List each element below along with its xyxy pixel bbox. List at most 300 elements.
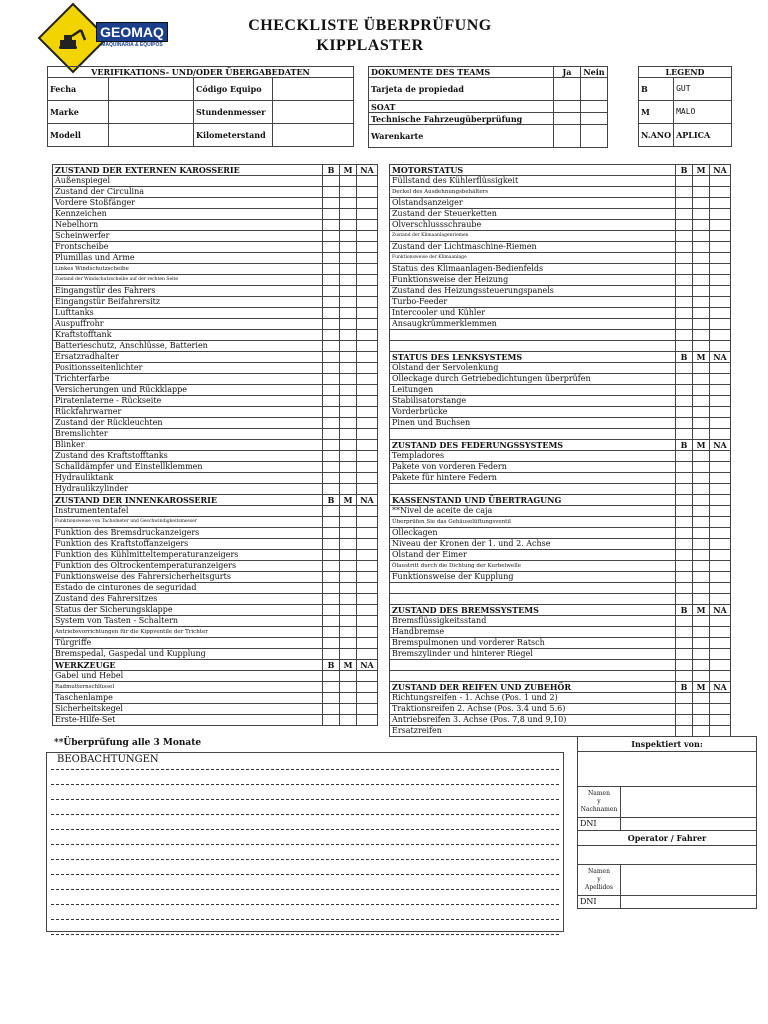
check-nein[interactable]	[581, 125, 608, 148]
check-b[interactable]	[676, 385, 693, 396]
check-na[interactable]	[357, 319, 378, 330]
check-b[interactable]	[323, 594, 340, 605]
check-m[interactable]	[693, 627, 710, 638]
check-b[interactable]	[323, 638, 340, 649]
check-b[interactable]	[676, 715, 693, 726]
check-m[interactable]	[693, 363, 710, 374]
check-m[interactable]	[340, 253, 357, 264]
input-modell[interactable]	[109, 124, 194, 147]
observation-line[interactable]	[51, 875, 559, 890]
check-b[interactable]	[323, 506, 340, 517]
check-nein[interactable]	[581, 101, 608, 113]
check-m[interactable]	[340, 671, 357, 682]
check-na[interactable]	[710, 594, 731, 605]
check-na[interactable]	[710, 330, 731, 341]
check-m[interactable]	[340, 187, 357, 198]
check-nein[interactable]	[581, 113, 608, 125]
check-b[interactable]	[676, 308, 693, 319]
check-na[interactable]	[710, 264, 731, 275]
check-na[interactable]	[710, 198, 731, 209]
check-b[interactable]	[323, 715, 340, 726]
check-na[interactable]	[710, 506, 731, 517]
check-na[interactable]	[710, 616, 731, 627]
check-b[interactable]	[676, 429, 693, 440]
check-m[interactable]	[340, 704, 357, 715]
check-m[interactable]	[340, 374, 357, 385]
check-na[interactable]	[710, 539, 731, 550]
check-na[interactable]	[710, 297, 731, 308]
check-na[interactable]	[710, 572, 731, 583]
check-b[interactable]	[323, 374, 340, 385]
check-na[interactable]	[357, 176, 378, 187]
check-m[interactable]	[693, 286, 710, 297]
check-m[interactable]	[693, 264, 710, 275]
check-b[interactable]	[676, 506, 693, 517]
check-b[interactable]	[323, 682, 340, 693]
check-b[interactable]	[323, 704, 340, 715]
check-m[interactable]	[340, 198, 357, 209]
check-m[interactable]	[340, 715, 357, 726]
check-m[interactable]	[340, 231, 357, 242]
observation-line[interactable]	[51, 785, 559, 800]
check-b[interactable]	[323, 275, 340, 286]
check-na[interactable]	[710, 704, 731, 715]
check-b[interactable]	[676, 297, 693, 308]
check-na[interactable]	[710, 319, 731, 330]
check-m[interactable]	[340, 550, 357, 561]
check-b[interactable]	[323, 583, 340, 594]
check-na[interactable]	[357, 528, 378, 539]
check-na[interactable]	[710, 561, 731, 572]
check-b[interactable]	[676, 484, 693, 495]
observation-line[interactable]	[51, 845, 559, 860]
check-m[interactable]	[340, 286, 357, 297]
check-na[interactable]	[710, 231, 731, 242]
check-b[interactable]	[676, 363, 693, 374]
check-m[interactable]	[340, 649, 357, 660]
check-m[interactable]	[340, 341, 357, 352]
check-m[interactable]	[693, 671, 710, 682]
check-na[interactable]	[357, 693, 378, 704]
check-m[interactable]	[340, 308, 357, 319]
check-m[interactable]	[693, 561, 710, 572]
check-b[interactable]	[676, 319, 693, 330]
check-m[interactable]	[693, 660, 710, 671]
check-na[interactable]	[710, 462, 731, 473]
check-na[interactable]	[357, 517, 378, 528]
check-na[interactable]	[710, 627, 731, 638]
check-b[interactable]	[676, 374, 693, 385]
check-m[interactable]	[340, 451, 357, 462]
check-m[interactable]	[340, 462, 357, 473]
check-m[interactable]	[693, 231, 710, 242]
check-na[interactable]	[710, 660, 731, 671]
check-b[interactable]	[676, 660, 693, 671]
check-m[interactable]	[693, 462, 710, 473]
check-b[interactable]	[676, 561, 693, 572]
check-m[interactable]	[693, 330, 710, 341]
check-na[interactable]	[710, 242, 731, 253]
check-b[interactable]	[323, 396, 340, 407]
operator-dni-input[interactable]	[621, 896, 757, 909]
check-b[interactable]	[323, 462, 340, 473]
check-m[interactable]	[693, 484, 710, 495]
check-b[interactable]	[323, 528, 340, 539]
check-m[interactable]	[340, 561, 357, 572]
check-b[interactable]	[323, 341, 340, 352]
check-ja[interactable]	[554, 125, 581, 148]
check-na[interactable]	[710, 374, 731, 385]
check-b[interactable]	[676, 198, 693, 209]
check-na[interactable]	[357, 649, 378, 660]
check-m[interactable]	[693, 528, 710, 539]
check-b[interactable]	[323, 253, 340, 264]
check-na[interactable]	[357, 451, 378, 462]
check-b[interactable]	[676, 187, 693, 198]
check-nein[interactable]	[581, 78, 608, 101]
check-m[interactable]	[340, 572, 357, 583]
check-m[interactable]	[340, 594, 357, 605]
check-m[interactable]	[693, 407, 710, 418]
check-na[interactable]	[710, 187, 731, 198]
check-na[interactable]	[710, 583, 731, 594]
check-na[interactable]	[357, 297, 378, 308]
check-b[interactable]	[676, 231, 693, 242]
inspector-name-input[interactable]	[621, 787, 757, 818]
check-na[interactable]	[357, 275, 378, 286]
check-b[interactable]	[323, 220, 340, 231]
check-m[interactable]	[340, 429, 357, 440]
check-b[interactable]	[676, 473, 693, 484]
check-b[interactable]	[676, 572, 693, 583]
check-m[interactable]	[340, 407, 357, 418]
check-b[interactable]	[676, 671, 693, 682]
check-m[interactable]	[340, 297, 357, 308]
check-m[interactable]	[693, 308, 710, 319]
check-b[interactable]	[323, 363, 340, 374]
check-b[interactable]	[323, 176, 340, 187]
check-b[interactable]	[323, 627, 340, 638]
check-m[interactable]	[693, 550, 710, 561]
check-b[interactable]	[676, 550, 693, 561]
check-na[interactable]	[357, 715, 378, 726]
check-b[interactable]	[323, 187, 340, 198]
check-na[interactable]	[710, 726, 731, 737]
check-na[interactable]	[357, 220, 378, 231]
check-na[interactable]	[710, 363, 731, 374]
check-na[interactable]	[357, 396, 378, 407]
check-b[interactable]	[323, 539, 340, 550]
check-na[interactable]	[710, 517, 731, 528]
check-m[interactable]	[340, 363, 357, 374]
check-m[interactable]	[340, 242, 357, 253]
check-na[interactable]	[357, 363, 378, 374]
check-na[interactable]	[357, 484, 378, 495]
check-na[interactable]	[357, 605, 378, 616]
check-b[interactable]	[676, 462, 693, 473]
check-m[interactable]	[693, 726, 710, 737]
check-b[interactable]	[323, 242, 340, 253]
check-m[interactable]	[340, 583, 357, 594]
check-b[interactable]	[676, 418, 693, 429]
check-na[interactable]	[710, 396, 731, 407]
check-na[interactable]	[710, 418, 731, 429]
check-na[interactable]	[710, 385, 731, 396]
check-b[interactable]	[676, 264, 693, 275]
check-b[interactable]	[323, 517, 340, 528]
check-na[interactable]	[357, 506, 378, 517]
check-b[interactable]	[323, 330, 340, 341]
check-m[interactable]	[693, 715, 710, 726]
check-m[interactable]	[340, 176, 357, 187]
check-na[interactable]	[710, 176, 731, 187]
check-b[interactable]	[676, 583, 693, 594]
check-m[interactable]	[693, 198, 710, 209]
check-b[interactable]	[323, 616, 340, 627]
check-m[interactable]	[693, 275, 710, 286]
check-ja[interactable]	[554, 113, 581, 125]
check-b[interactable]	[676, 627, 693, 638]
check-b[interactable]	[676, 594, 693, 605]
check-na[interactable]	[357, 572, 378, 583]
check-b[interactable]	[323, 484, 340, 495]
observations-box[interactable]	[46, 752, 564, 932]
check-na[interactable]	[357, 330, 378, 341]
check-b[interactable]	[676, 528, 693, 539]
check-na[interactable]	[710, 220, 731, 231]
check-m[interactable]	[340, 528, 357, 539]
check-na[interactable]	[710, 429, 731, 440]
check-b[interactable]	[676, 649, 693, 660]
check-na[interactable]	[357, 187, 378, 198]
check-na[interactable]	[357, 583, 378, 594]
check-na[interactable]	[357, 286, 378, 297]
check-b[interactable]	[676, 704, 693, 715]
check-na[interactable]	[357, 341, 378, 352]
check-m[interactable]	[340, 506, 357, 517]
check-b[interactable]	[676, 275, 693, 286]
check-b[interactable]	[323, 561, 340, 572]
check-na[interactable]	[710, 451, 731, 462]
check-m[interactable]	[693, 616, 710, 627]
check-m[interactable]	[340, 264, 357, 275]
check-na[interactable]	[357, 385, 378, 396]
check-na[interactable]	[357, 539, 378, 550]
check-b[interactable]	[323, 198, 340, 209]
check-na[interactable]	[357, 627, 378, 638]
check-m[interactable]	[340, 693, 357, 704]
check-m[interactable]	[693, 583, 710, 594]
observation-line[interactable]	[51, 830, 559, 845]
check-na[interactable]	[357, 429, 378, 440]
check-na[interactable]	[357, 242, 378, 253]
check-b[interactable]	[676, 539, 693, 550]
check-m[interactable]	[693, 187, 710, 198]
check-b[interactable]	[323, 264, 340, 275]
observation-line[interactable]	[51, 905, 559, 920]
check-na[interactable]	[357, 418, 378, 429]
check-na[interactable]	[710, 209, 731, 220]
check-b[interactable]	[323, 693, 340, 704]
check-b[interactable]	[676, 693, 693, 704]
operator-name-input[interactable]	[621, 865, 757, 896]
check-b[interactable]	[323, 550, 340, 561]
check-na[interactable]	[357, 264, 378, 275]
check-m[interactable]	[340, 605, 357, 616]
check-b[interactable]	[676, 253, 693, 264]
check-na[interactable]	[357, 198, 378, 209]
check-na[interactable]	[357, 561, 378, 572]
check-m[interactable]	[693, 253, 710, 264]
check-b[interactable]	[323, 407, 340, 418]
check-m[interactable]	[693, 418, 710, 429]
observation-line[interactable]	[51, 890, 559, 905]
check-m[interactable]	[340, 638, 357, 649]
check-b[interactable]	[323, 308, 340, 319]
check-b[interactable]	[676, 176, 693, 187]
check-na[interactable]	[710, 286, 731, 297]
check-na[interactable]	[357, 704, 378, 715]
check-na[interactable]	[357, 616, 378, 627]
check-na[interactable]	[710, 649, 731, 660]
check-m[interactable]	[340, 319, 357, 330]
check-na[interactable]	[357, 462, 378, 473]
check-na[interactable]	[710, 550, 731, 561]
input-fecha[interactable]	[109, 78, 194, 101]
check-m[interactable]	[693, 638, 710, 649]
check-na[interactable]	[357, 253, 378, 264]
check-m[interactable]	[693, 451, 710, 462]
check-m[interactable]	[340, 682, 357, 693]
check-m[interactable]	[340, 539, 357, 550]
check-m[interactable]	[340, 275, 357, 286]
check-na[interactable]	[357, 374, 378, 385]
input-codigo[interactable]	[273, 78, 354, 101]
check-m[interactable]	[693, 539, 710, 550]
check-m[interactable]	[340, 209, 357, 220]
check-m[interactable]	[693, 209, 710, 220]
check-na[interactable]	[710, 671, 731, 682]
check-b[interactable]	[676, 407, 693, 418]
check-m[interactable]	[693, 594, 710, 605]
check-m[interactable]	[693, 297, 710, 308]
check-m[interactable]	[693, 704, 710, 715]
check-na[interactable]	[357, 352, 378, 363]
check-b[interactable]	[323, 440, 340, 451]
check-b[interactable]	[323, 297, 340, 308]
inspector-signature-field[interactable]	[578, 752, 757, 787]
check-m[interactable]	[693, 473, 710, 484]
check-b[interactable]	[323, 286, 340, 297]
check-b[interactable]	[676, 341, 693, 352]
check-m[interactable]	[693, 396, 710, 407]
observation-line[interactable]	[51, 920, 559, 935]
check-na[interactable]	[710, 275, 731, 286]
check-na[interactable]	[357, 407, 378, 418]
check-m[interactable]	[340, 517, 357, 528]
check-na[interactable]	[710, 341, 731, 352]
operator-signature-field[interactable]	[578, 846, 757, 865]
check-b[interactable]	[676, 286, 693, 297]
observation-line[interactable]	[51, 860, 559, 875]
input-stundenmesser[interactable]	[273, 101, 354, 124]
check-na[interactable]	[710, 638, 731, 649]
check-na[interactable]	[357, 231, 378, 242]
check-na[interactable]	[357, 308, 378, 319]
check-ja[interactable]	[554, 78, 581, 101]
check-b[interactable]	[323, 605, 340, 616]
check-m[interactable]	[340, 418, 357, 429]
check-b[interactable]	[676, 242, 693, 253]
check-b[interactable]	[676, 726, 693, 737]
check-b[interactable]	[676, 209, 693, 220]
check-b[interactable]	[676, 638, 693, 649]
check-m[interactable]	[340, 385, 357, 396]
check-m[interactable]	[340, 396, 357, 407]
check-b[interactable]	[323, 209, 340, 220]
check-na[interactable]	[710, 693, 731, 704]
inspector-dni-input[interactable]	[621, 818, 757, 831]
check-na[interactable]	[710, 407, 731, 418]
input-marke[interactable]	[109, 101, 194, 124]
check-na[interactable]	[357, 440, 378, 451]
check-b[interactable]	[676, 517, 693, 528]
check-b[interactable]	[323, 319, 340, 330]
check-m[interactable]	[693, 176, 710, 187]
check-m[interactable]	[693, 517, 710, 528]
check-b[interactable]	[323, 572, 340, 583]
check-b[interactable]	[676, 396, 693, 407]
check-m[interactable]	[340, 440, 357, 451]
check-na[interactable]	[357, 682, 378, 693]
check-m[interactable]	[340, 627, 357, 638]
check-na[interactable]	[710, 473, 731, 484]
check-b[interactable]	[323, 671, 340, 682]
check-b[interactable]	[323, 451, 340, 462]
check-na[interactable]	[710, 253, 731, 264]
check-na[interactable]	[710, 715, 731, 726]
check-na[interactable]	[357, 638, 378, 649]
check-na[interactable]	[357, 671, 378, 682]
observation-line[interactable]	[51, 815, 559, 830]
check-na[interactable]	[710, 308, 731, 319]
check-b[interactable]	[323, 352, 340, 363]
check-b[interactable]	[323, 418, 340, 429]
check-m[interactable]	[340, 616, 357, 627]
check-m[interactable]	[693, 385, 710, 396]
check-m[interactable]	[693, 374, 710, 385]
check-m[interactable]	[340, 473, 357, 484]
input-kilometerstand[interactable]	[273, 124, 354, 147]
check-na[interactable]	[357, 594, 378, 605]
check-b[interactable]	[676, 330, 693, 341]
check-b[interactable]	[323, 649, 340, 660]
check-na[interactable]	[357, 473, 378, 484]
check-na[interactable]	[710, 528, 731, 539]
check-m[interactable]	[340, 220, 357, 231]
check-ja[interactable]	[554, 101, 581, 113]
check-na[interactable]	[357, 209, 378, 220]
observation-line[interactable]	[51, 800, 559, 815]
check-b[interactable]	[676, 451, 693, 462]
check-na[interactable]	[710, 484, 731, 495]
check-b[interactable]	[323, 429, 340, 440]
check-m[interactable]	[693, 572, 710, 583]
check-m[interactable]	[340, 352, 357, 363]
check-m[interactable]	[693, 242, 710, 253]
observation-line[interactable]	[51, 770, 559, 785]
check-b[interactable]	[323, 473, 340, 484]
